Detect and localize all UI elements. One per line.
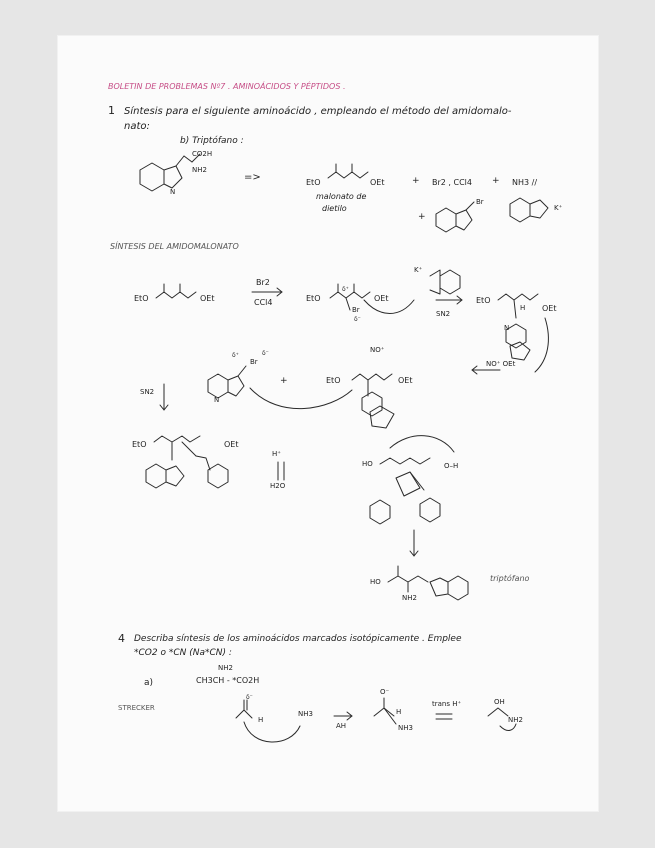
product-nh2: NH2 xyxy=(402,594,417,602)
arrow-top-label: Br2 xyxy=(256,278,270,287)
sn2-label-1: SN2 xyxy=(436,310,451,318)
strecker-h-1: H xyxy=(258,716,264,724)
tryptophan-product xyxy=(388,566,468,600)
oh-label: O–H xyxy=(444,462,459,470)
page-title: BOLETIN DE PROBLEMAS Nº7 . AMINOÁCIDOS Y PÉPTIDOS . xyxy=(108,82,346,91)
plus-3: + xyxy=(418,212,426,222)
strecker-carbonyl xyxy=(236,700,300,742)
mech-eto-4: EtO xyxy=(326,376,341,385)
delta-plus-2: δ⁺ xyxy=(232,352,239,359)
hydrolysis-intermediate xyxy=(370,436,454,524)
br2-ccl4: Br2 , CCl4 xyxy=(432,178,472,187)
mech-eto-1: EtO xyxy=(134,294,149,303)
alanine-formula: CH3CH - *CO2H xyxy=(196,676,260,685)
strecker-oh: OH xyxy=(494,698,505,706)
strecker-alkoxide xyxy=(374,698,396,724)
indole-electrophile xyxy=(208,366,352,409)
delta-minus-2: δ⁻ xyxy=(262,350,269,357)
problem-1-number: 1 xyxy=(108,104,115,117)
malonate-name-2: dietilo xyxy=(322,204,347,213)
phthalimide-nucleophile xyxy=(430,270,460,294)
mech-oet-1: OEt xyxy=(200,294,215,303)
problem-4-number: 4 xyxy=(118,632,125,645)
arrow-bottom-label: CCl4 xyxy=(254,298,273,307)
bromomethyl-indole xyxy=(436,202,474,232)
n-mech-1: N xyxy=(504,324,510,332)
strecker-o-neg: O⁻ xyxy=(380,688,390,696)
mech-oet-3: OEt xyxy=(542,304,557,313)
delta-minus-1: δ⁻ xyxy=(354,316,361,323)
br-label: Br xyxy=(476,198,484,206)
potassium-phthalimide-top xyxy=(510,198,548,222)
malonate-oet: OEt xyxy=(370,178,385,187)
diethyl-malonate-top xyxy=(328,164,368,178)
nh2-p4: NH2 xyxy=(218,664,233,672)
sn2-label-2: SN2 xyxy=(140,388,155,396)
mech-eto-3: EtO xyxy=(476,296,491,305)
problem-1-prompt: Síntesis para el siguiente aminoácido , empleando el método del amidomalo- xyxy=(124,106,512,117)
k-plus-label: K⁺ xyxy=(554,204,563,212)
problem-1-prompt-cont: nato: xyxy=(124,121,150,132)
strecker-h-2: H xyxy=(396,708,402,716)
strecker-o-minus: δ⁻ xyxy=(246,694,253,701)
ho-label: HO xyxy=(362,460,373,468)
k-plus-mech: K⁺ xyxy=(414,266,423,274)
part-b-label: b) Triptófano : xyxy=(180,136,244,146)
product-name: triptófano xyxy=(490,574,530,583)
h-plus-label: H⁺ xyxy=(272,450,281,458)
strecker-nh2: NH2 xyxy=(508,716,523,724)
no-plus: NO⁺ xyxy=(370,346,385,354)
nh2-label: NH2 xyxy=(192,166,207,174)
strecker-ah: AH xyxy=(336,722,347,730)
retrosynthesis-arrow: => xyxy=(244,172,261,183)
mech-eto-2: EtO xyxy=(306,294,321,303)
indole-n-label: N xyxy=(170,188,176,196)
plus-1: + xyxy=(412,176,420,186)
plus-2: + xyxy=(492,176,500,186)
h-mech-1: H xyxy=(520,304,526,312)
no-plus-oet: NO⁺ OEt xyxy=(486,360,516,368)
product-ho: HO xyxy=(370,578,381,586)
plus-mech: + xyxy=(280,376,288,386)
malonate-name-1: malonato de xyxy=(316,192,367,201)
mech-oet-4: OEt xyxy=(398,376,413,385)
co2h-label: CO2H xyxy=(192,150,213,158)
indole-tryptophan-target xyxy=(140,154,200,191)
alkylated-product xyxy=(146,436,228,488)
enolate-amidomalonate xyxy=(352,374,394,428)
problem-4-prompt: Describa síntesis de los aminoácidos marcados isotópicamente . Emplee xyxy=(134,634,462,644)
problem-4-prompt-cont: *CO2 o *CN (Na*CN) : xyxy=(134,648,232,658)
n-indole-2: N xyxy=(214,396,220,404)
mech-oet-5: OEt xyxy=(224,440,239,449)
part-a-label: a) xyxy=(144,678,154,688)
mech-eto-5: EtO xyxy=(132,440,147,449)
section-title: SÍNTESIS DEL AMIDOMALONATO xyxy=(110,242,239,251)
strecker-nh3-2: NH3 xyxy=(398,724,413,732)
h2o-label: H2O xyxy=(270,482,286,490)
br-mech-2: Br xyxy=(250,358,258,366)
br-mech-1: Br xyxy=(352,306,360,314)
nh3-label: NH3 // xyxy=(512,178,538,187)
malonate-eto: EtO xyxy=(306,178,321,187)
strecker-label: STRECKER xyxy=(118,704,155,712)
delta-plus-1: δ⁺ xyxy=(342,286,349,293)
mech-oet-2: OEt xyxy=(374,294,389,303)
malonate-mech-1 xyxy=(156,284,196,298)
strecker-trans: trans H⁺ xyxy=(432,700,462,708)
strecker-nh3: NH3 xyxy=(298,710,313,718)
